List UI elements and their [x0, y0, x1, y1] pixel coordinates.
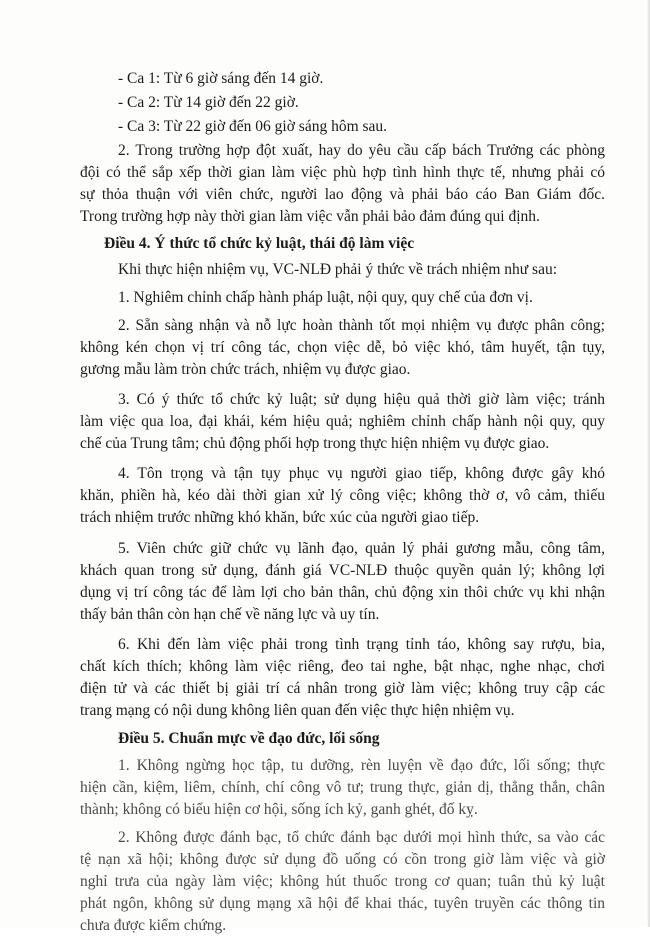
- article5-item2-line-1: 2. Không được đánh bạc, tổ chức đánh bạc dưới mọi hình thức, sa vào các: [118, 829, 605, 846]
- article4-item2-line-3: gương mẫu làm tròn chức trách, nhiệm vụ được giao.: [80, 361, 411, 378]
- article4-item2-line-2: không kén chọn vị trí công tác, chọn việc dễ, bỏ việc khó, tâm huyết, tận tụy,: [80, 339, 605, 356]
- article5-item1-line-1: 1. Không ngừng học tập, tu dưỡng, rèn luyện về đạo đức, lối sống; thực: [118, 757, 605, 774]
- article4-item5-line-2: khách quan trong sử dụng, đánh giá VC-NLĐ thuộc quyền quản lý; không lợi: [80, 562, 605, 579]
- article4-item6-line-4: trang mạng có nội dung không liên quan đến việc thực hiện nhiệm vụ.: [80, 702, 515, 719]
- shift-1: - Ca 1: Từ 6 giờ sáng đến 14 giờ.: [118, 70, 324, 87]
- article4-item2-line-1: 2. Sẵn sàng nhận và nỗ lực hoàn thành tốt mọi nhiệm vụ được phân công;: [118, 317, 605, 334]
- article4-intro: Khi thực hiện nhiệm vụ, VC-NLĐ phải ý thức về trách nhiệm như sau:: [118, 261, 558, 278]
- article4-item6-line-2: chất kích thích; không làm việc riêng, đeo tai nghe, bật nhạc, nghe nhạc, chơi: [80, 658, 605, 675]
- para2-line-2: đội có thể sắp xếp thời gian làm việc phù hợp tình hình thực tế, nhưng phải có: [80, 164, 605, 181]
- article5-heading: Điều 5. Chuẩn mực về đạo đức, lối sống: [118, 730, 380, 747]
- article4-item4-line-3: trách nhiệm trước những khó khăn, bức xúc của người giao tiếp.: [80, 509, 480, 526]
- article4-heading: Điều 4. Ý thức tổ chức kỷ luật, thái độ làm việc: [104, 235, 415, 252]
- article4-item5-line-3: dụng vị trí công tác để làm lợi cho bản thân, chủ động xin thôi chức vụ khi nhận: [80, 584, 605, 601]
- para2-line-3: sự thỏa thuận với viên chức, người lao động và phải báo cáo Ban Giám đốc.: [80, 186, 605, 203]
- article4-item5-line-1: 5. Viên chức giữ chức vụ lãnh đạo, quản lý phải gương mẫu, công tâm,: [118, 540, 605, 557]
- article4-item6-line-3: điện tử và các thiết bị giải trí cá nhân trong giờ làm việc; không truy cập các: [80, 680, 605, 697]
- para2-line-1: 2. Trong trường hợp đột xuất, hay do yêu cầu cấp bách Trưởng các phòng: [118, 142, 605, 159]
- article5-item2-line-2: tệ nạn xã hội; không được sử dụng đồ uống có cồn trong giờ làm việc và giờ: [80, 851, 605, 868]
- article5-item2-line-3: nghỉ trưa của ngày làm việc; không hút thuốc trong cơ quan; tuân thủ kỷ luật: [80, 873, 605, 890]
- article4-item3-line-3: chế của Trung tâm; chủ động phối hợp trong thực hiện nhiệm vụ được giao.: [80, 435, 550, 452]
- article5-item1-line-2: hiện cần, kiệm, liêm, chính, chí công vô tư; trung thực, giản dị, thẳng thắn, chân: [80, 779, 605, 796]
- article4-item3-line-1: 3. Có ý thức tổ chức kỷ luật; sử dụng hiệu quả thời giờ làm việc; tránh: [118, 391, 605, 408]
- article4-item1: 1. Nghiêm chỉnh chấp hành pháp luật, nội quy, quy chế của đơn vị.: [118, 289, 533, 306]
- article4-item5-line-4: thấy bản thân còn hạn chế về năng lực và uy tín.: [80, 606, 380, 623]
- shift-2: - Ca 2: Từ 14 giờ đến 22 giờ.: [118, 94, 299, 111]
- article4-item4-line-2: khăn, phiền hà, kéo dài thời gian xử lý công việc; không thờ ơ, vô cảm, thiếu: [80, 487, 605, 504]
- article4-item6-line-1: 6. Khi đến làm việc phải trong tình trạng tỉnh táo, không say rượu, bia,: [118, 636, 605, 653]
- article5-item2-line-4: phát ngôn, không sử dụng mạng xã hội để khai thác, tuyên truyền các thông tin: [80, 895, 605, 912]
- shift-3: - Ca 3: Từ 22 giờ đến 06 giờ sáng hôm sau.: [118, 118, 388, 135]
- article5-item2-line-5: chưa được kiểm chứng.: [80, 917, 227, 934]
- para2-line-4: Trong trường hợp này thời gian làm việc vẫn phải bảo đảm đúng qui định.: [80, 208, 540, 225]
- article4-item4-line-1: 4. Tôn trọng và tận tụy phục vụ người giao tiếp, không được gây khó: [118, 465, 605, 482]
- article4-item3-line-2: làm việc qua loa, đại khái, kém hiệu quả; nghiêm chỉnh chấp hành nội quy, quy: [80, 413, 605, 430]
- article5-item1-line-3: thành; không có biểu hiện cơ hội, sống ích kỷ, ganh ghét, đố kỵ.: [80, 801, 478, 818]
